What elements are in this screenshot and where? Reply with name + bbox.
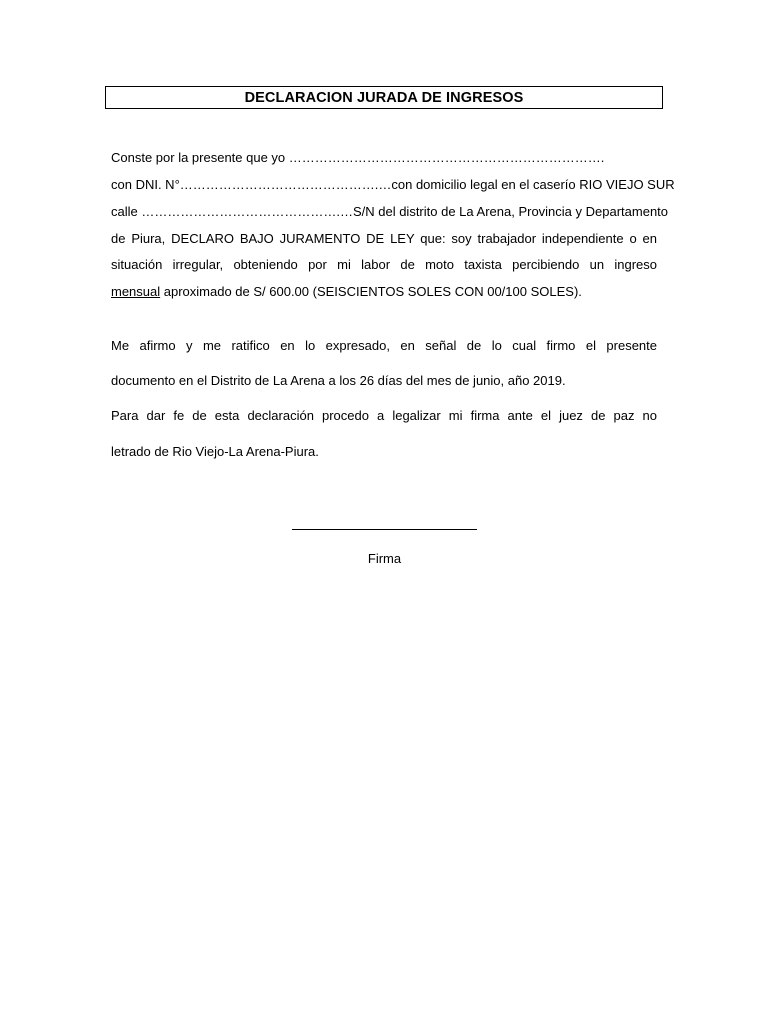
paragraph1-line5: situación irregular, obteniendo por mi labor de moto taxista percibiendo un ingreso [111,257,657,272]
title-box [105,86,663,109]
paragraph1-line1: Conste por la presente que yo ………………………………………………………………. [111,150,605,165]
paragraph2-line2: documento en el Distrito de La Arena a los 26 días del mes de junio, año 2019. [111,373,566,388]
underlined-word: mensual [111,284,161,299]
document-title: DECLARACION JURADA DE INGRESOS [244,89,524,106]
paragraph3-line1: Para dar fe de esta declaración procedo a legalizar mi firma ante el juez de paz no [111,408,657,423]
paragraph1-line6 [111,284,657,300]
paragraph2-line1: Me afirmo y me ratifico en lo expresado, en señal de lo cual firmo el presente [111,338,657,353]
signature-line [292,529,477,530]
paragraph1-line4: de Piura, DECLARO BAJO JURAMENTO DE LEY que: soy trabajador independiente o en [111,231,657,246]
paragraph3-line2: letrado de Rio Viejo-La Arena-Piura. [111,444,319,459]
paragraph1-line6-rest: aproximado de S/ 600.00 (SEISCIENTOS SOLES CON 00/100 SOLES). [160,284,582,299]
signature-label: Firma [367,551,402,566]
paragraph1-line3: calle ……………………………………….…S/N del distrito de La Arena, Provincia y Departamento [111,204,669,219]
paragraph1-line2: con DNI. N°……………………………………….…con domicilio legal en el caserío RIO VIEJO SUR [111,177,675,192]
